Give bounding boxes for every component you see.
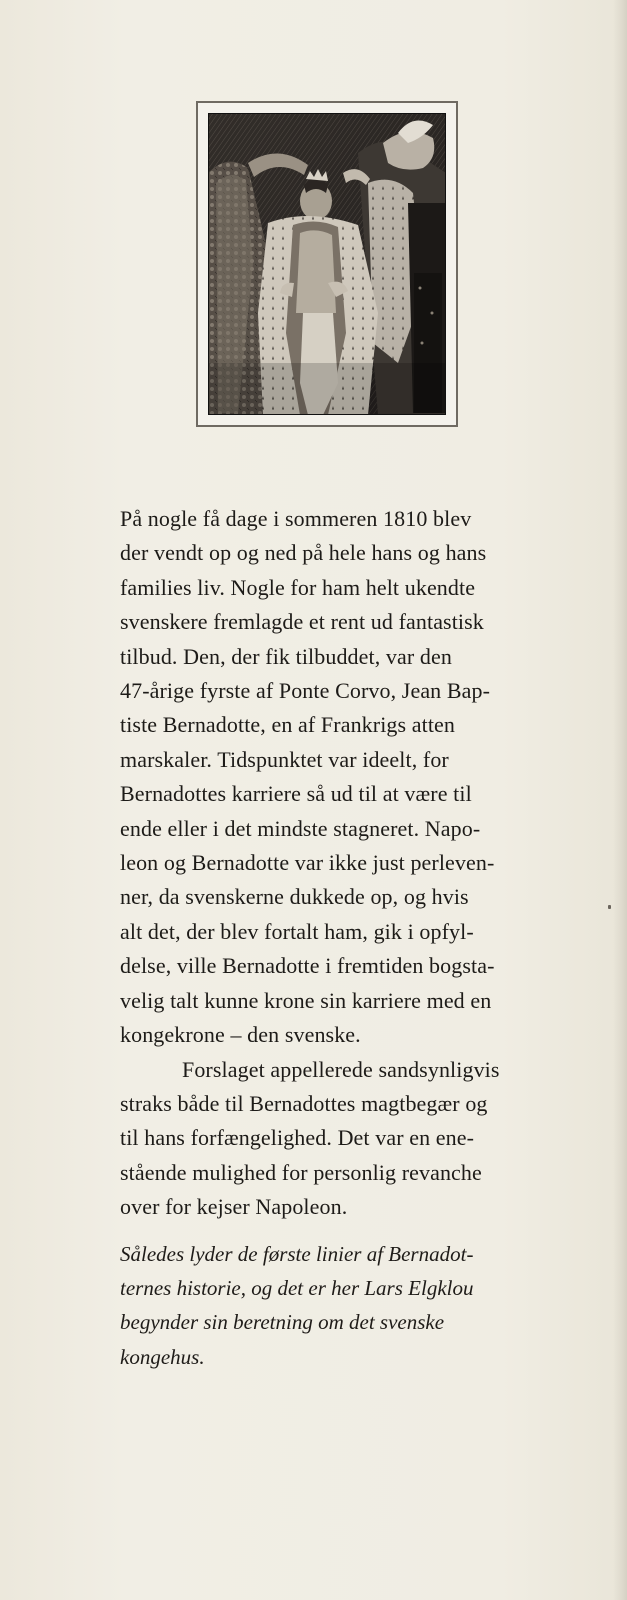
illustration-frame: [196, 101, 458, 427]
page-edge-shadow: [613, 0, 627, 1600]
text-line: På nogle få dage i sommeren 1810 blev: [120, 506, 472, 531]
paragraph-1: [120, 502, 560, 1053]
text-line: over for kejser Napoleon.: [120, 1194, 348, 1220]
paper-speck: [608, 905, 611, 909]
text-line: leon og Bernadotte var ikke just perleven-: [120, 850, 495, 876]
text-line: ner, da svenskerne dukkede op, og hvis: [120, 884, 469, 910]
coronation-engraving-image: [208, 113, 446, 415]
text-line: tiste Bernadotte, en af Frankrigs atten: [120, 712, 456, 738]
text-line: straks både til Bernadottes magtbegær og: [120, 1090, 488, 1116]
blurb-line: Således lyder de første linier af Bernadot-: [120, 1242, 474, 1266]
text-line: Forslaget appellerede sandsynligvis: [182, 1056, 500, 1082]
text-line: svenskere fremlagde et rent ud fantastisk: [120, 609, 484, 635]
text-line: marskaler. Tidspunktet var ideelt, for: [120, 746, 449, 772]
paragraph-2: [120, 1053, 560, 1225]
text-line: delse, ville Bernadotte i fremtiden bogsta-: [120, 953, 495, 979]
text-line: velig talt kunne krone sin karriere med en: [120, 987, 492, 1013]
text-line: tilbud. Den, der fik tilbuddet, var den: [120, 643, 452, 669]
text-line: families liv. Nogle for ham helt ukendte: [120, 574, 476, 600]
text-line: til hans forfængelighed. Det var en ene-: [120, 1125, 475, 1151]
blurb-line: begynder sin beretning om det svenske: [120, 1310, 445, 1335]
blurb-line: kongehus.: [120, 1344, 205, 1369]
blurb-line: ternes historie, og det er her Lars Elgklou: [120, 1276, 474, 1301]
italic-blurb: [120, 1237, 540, 1374]
main-text: [120, 502, 560, 1225]
text-line: Bernadottes karriere så ud til at være til: [120, 781, 472, 807]
text-line: der vendt op og ned på hele hans og hans: [120, 540, 487, 566]
text-line: stående mulighed for personlig revanche: [120, 1159, 482, 1185]
text-line: 47-årige fyrste af Ponte Corvo, Jean Bap-: [120, 678, 491, 704]
text-line: alt det, der blev fortalt ham, gik i opfyl-: [120, 918, 474, 944]
text-line: kongekrone – den svenske.: [120, 1022, 361, 1048]
text-line: ende eller i det mindste stagneret. Napo-: [120, 815, 481, 841]
